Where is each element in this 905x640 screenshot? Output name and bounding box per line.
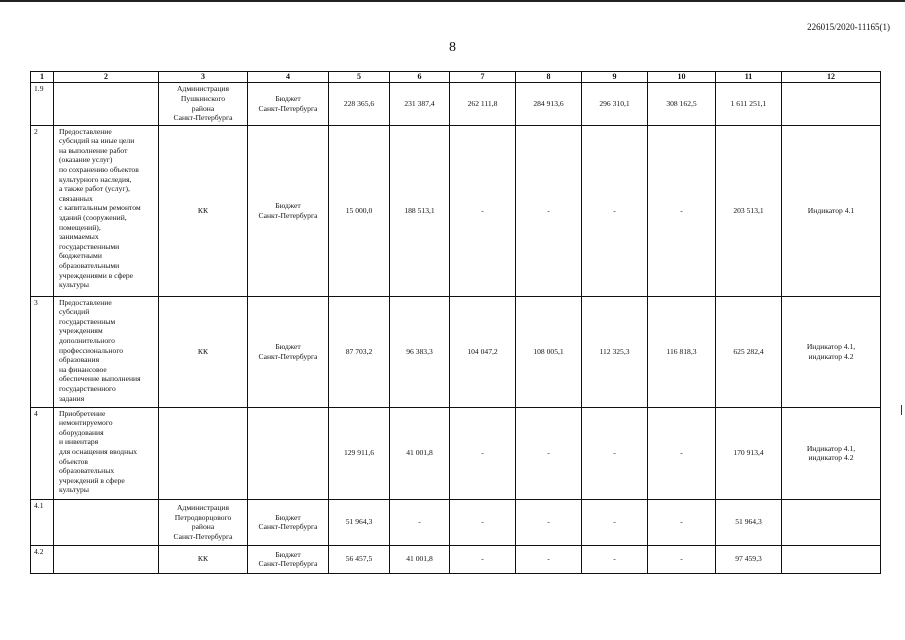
amount-col7: - — [450, 125, 516, 296]
amount-col5: 228 365,6 — [329, 82, 390, 125]
amount-col7: - — [450, 407, 516, 499]
funding-source: Бюджет Санкт-Петербурга — [248, 296, 329, 407]
amount-col6: - — [390, 499, 450, 545]
col-header: 11 — [716, 72, 782, 83]
indicator: Индикатор 4.1 — [782, 125, 881, 296]
amount-col10: 116 818,3 — [648, 296, 716, 407]
event-name: Предоставление субсидий на иные цели на выполнение работ (оказание услуг) по сохранению объектов культурного наследия, а также работ (услуг), связанных с капитальным ремонтом зданий (сооружений, помещений), занимаемых государственными бюджетными образовательными учреждениями в сфере культуры — [54, 125, 159, 296]
amount-col9: 112 325,3 — [582, 296, 648, 407]
amount-col9: - — [582, 499, 648, 545]
event-name — [54, 545, 159, 573]
funding-source: Бюджет Санкт-Петербурга — [248, 499, 329, 545]
indicator: Индикатор 4.1, индикатор 4.2 — [782, 407, 881, 499]
amount-col9: - — [582, 545, 648, 573]
indicator — [782, 499, 881, 545]
col-header: 8 — [516, 72, 582, 83]
total-amount: 97 459,3 — [716, 545, 782, 573]
row-number: 4.1 — [31, 499, 54, 545]
amount-col5: 56 457,5 — [329, 545, 390, 573]
executor — [159, 407, 248, 499]
row-number: 1.9 — [31, 82, 54, 125]
executor: Администрация Петродворцового района Санкт-Петербурга — [159, 499, 248, 545]
amount-col6: 96 383,3 — [390, 296, 450, 407]
budget-table — [30, 71, 881, 574]
indicator: Индикатор 4.1, индикатор 4.2 — [782, 296, 881, 407]
table-row — [31, 499, 881, 545]
row-number: 4.2 — [31, 545, 54, 573]
amount-col9: - — [582, 125, 648, 296]
amount-col5: 129 911,6 — [329, 407, 390, 499]
document-number: 226015/2020-11165(1) — [807, 22, 890, 32]
table-row — [31, 296, 881, 407]
amount-col7: - — [450, 545, 516, 573]
amount-col7: 262 111,8 — [450, 82, 516, 125]
total-amount: 625 282,4 — [716, 296, 782, 407]
amount-col8: - — [516, 545, 582, 573]
executor: КК — [159, 125, 248, 296]
funding-source: Бюджет Санкт-Петербурга — [248, 545, 329, 573]
amount-col10: - — [648, 407, 716, 499]
executor: Администрация Пушкинского района Санкт-Петербурга — [159, 82, 248, 125]
top-border-line — [0, 0, 905, 2]
col-header: 1 — [31, 72, 54, 83]
amount-col8: 284 913,6 — [516, 82, 582, 125]
col-header: 4 — [248, 72, 329, 83]
amount-col8: - — [516, 499, 582, 545]
amount-col5: 87 703,2 — [329, 296, 390, 407]
executor: КК — [159, 296, 248, 407]
row-number: 4 — [31, 407, 54, 499]
amount-col7: 104 047,2 — [450, 296, 516, 407]
col-header: 6 — [390, 72, 450, 83]
amount-col5: 15 000,0 — [329, 125, 390, 296]
amount-col10: - — [648, 125, 716, 296]
row-number: 3 — [31, 296, 54, 407]
event-name: Предоставление субсидий государственным учреждениям дополнительного профессионального образования на финансовое обеспечение выполнения государственного задания — [54, 296, 159, 407]
funding-source: Бюджет Санкт-Петербурга — [248, 82, 329, 125]
col-header: 10 — [648, 72, 716, 83]
event-name: Приобретение немонтируемого оборудования и инвентаря для оснащения вводных объектов образовательных учреждений в сфере культуры — [54, 407, 159, 499]
amount-col10: 308 162,5 — [648, 82, 716, 125]
amount-col9: 296 310,1 — [582, 82, 648, 125]
table-row — [31, 125, 881, 296]
col-header: 7 — [450, 72, 516, 83]
amount-col6: 231 387,4 — [390, 82, 450, 125]
event-name — [54, 82, 159, 125]
page-number: 8 — [449, 40, 456, 55]
amount-col8: - — [516, 125, 582, 296]
indicator — [782, 82, 881, 125]
amount-col10: - — [648, 545, 716, 573]
total-amount: 170 913,4 — [716, 407, 782, 499]
amount-col7: - — [450, 499, 516, 545]
table-row — [31, 545, 881, 573]
amount-col10: - — [648, 499, 716, 545]
table-header-row — [31, 72, 881, 83]
col-header: 9 — [582, 72, 648, 83]
amount-col6: 41 001,8 — [390, 407, 450, 499]
amount-col9: - — [582, 407, 648, 499]
row-number: 2 — [31, 125, 54, 296]
funding-source — [248, 407, 329, 499]
amount-col6: 41 001,8 — [390, 545, 450, 573]
table-row — [31, 82, 881, 125]
event-name — [54, 499, 159, 545]
col-header: 5 — [329, 72, 390, 83]
amount-col6: 188 513,1 — [390, 125, 450, 296]
amount-col8: - — [516, 407, 582, 499]
page-edge-mark — [901, 405, 902, 415]
funding-source: Бюджет Санкт-Петербурга — [248, 125, 329, 296]
col-header: 3 — [159, 72, 248, 83]
executor: КК — [159, 545, 248, 573]
indicator — [782, 545, 881, 573]
amount-col8: 108 005,1 — [516, 296, 582, 407]
table-row — [31, 407, 881, 499]
amount-col5: 51 964,3 — [329, 499, 390, 545]
total-amount: 1 611 251,1 — [716, 82, 782, 125]
col-header: 2 — [54, 72, 159, 83]
total-amount: 51 964,3 — [716, 499, 782, 545]
col-header: 12 — [782, 72, 881, 83]
total-amount: 203 513,1 — [716, 125, 782, 296]
